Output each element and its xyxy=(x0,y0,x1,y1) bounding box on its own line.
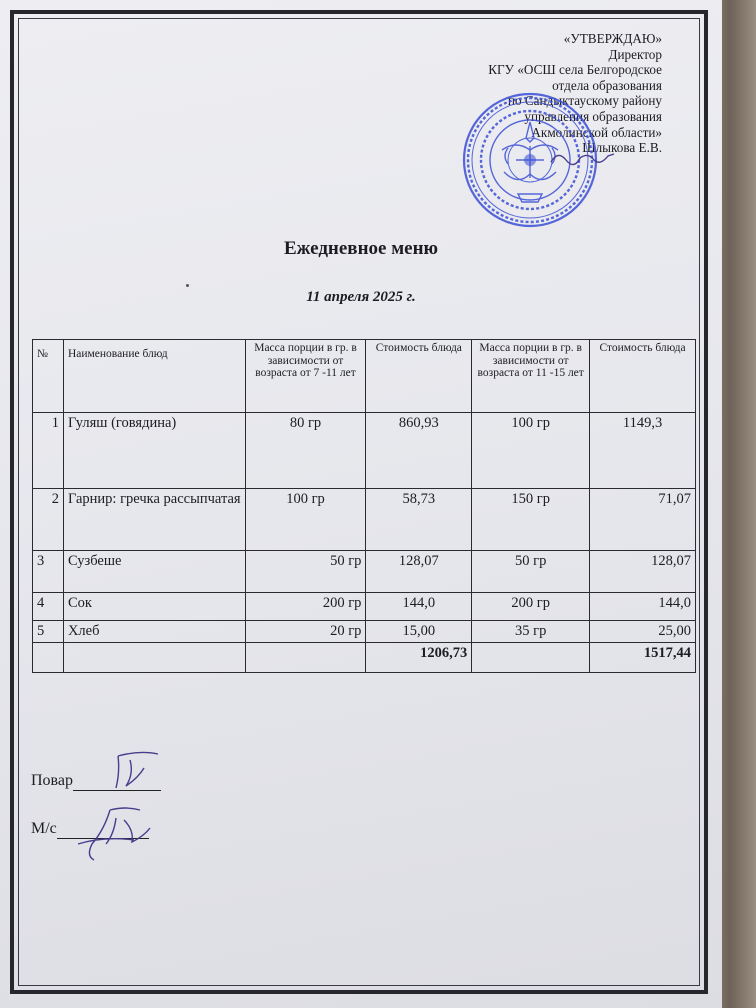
cost-11-15: 71,07 xyxy=(590,489,696,551)
dish-name: Сок xyxy=(63,593,245,621)
approval-line: КГУ «ОСШ села Белгородское xyxy=(488,62,662,78)
mass-7-11: 100 гр xyxy=(245,489,366,551)
cost-11-15: 1149,3 xyxy=(590,413,696,489)
menu-table xyxy=(32,339,696,673)
approval-line: отдела образования xyxy=(552,77,662,93)
total-empty-cell xyxy=(33,643,64,673)
nurse-label: М/с xyxy=(31,820,57,837)
table-row xyxy=(33,551,696,593)
table-row xyxy=(33,413,696,489)
row-number: 1 xyxy=(33,413,64,489)
dish-name: Гарнир: гречка рассыпчатая xyxy=(63,489,245,551)
approval-line: по Сандыктаускому району xyxy=(507,93,662,109)
cost-7-11: 128,07 xyxy=(366,551,472,593)
mass-11-15: 150 гр xyxy=(472,489,590,551)
paper-mark xyxy=(186,284,189,287)
row-number: 5 xyxy=(33,621,64,643)
approval-line: Шлыкова Е.В. xyxy=(582,140,662,156)
mass-7-11: 200 гр xyxy=(245,593,366,621)
header-mass-7-11: Масса порции в гр. в зависимости от возраста от 7 -11 лет xyxy=(245,340,366,413)
approval-line: Директор xyxy=(608,46,662,62)
cost-11-15: 144,0 xyxy=(590,593,696,621)
nurse-signature xyxy=(74,800,158,866)
total-empty-cell xyxy=(63,643,245,673)
total-empty-cell xyxy=(472,643,590,673)
mass-11-15: 200 гр xyxy=(472,593,590,621)
dish-name: Хлеб xyxy=(63,621,245,643)
page-title: Ежедневное меню xyxy=(283,238,439,259)
mass-11-15: 100 гр xyxy=(472,413,590,489)
cost-11-15: 25,00 xyxy=(590,621,696,643)
row-number: 2 xyxy=(33,489,64,551)
header-dish-name: Наименование блюд xyxy=(63,340,245,413)
cost-7-11: 860,93 xyxy=(366,413,472,489)
cook-signature xyxy=(100,748,166,794)
dish-name: Сузбеше xyxy=(63,551,245,593)
mass-7-11: 80 гр xyxy=(245,413,366,489)
header-mass-11-15: Масса порции в гр. в зависимости от возраста от 11 -15 лет xyxy=(472,340,590,413)
cost-7-11: 58,73 xyxy=(366,489,472,551)
row-number: 3 xyxy=(33,551,64,593)
mass-7-11: 50 гр xyxy=(245,551,366,593)
approval-line: управления образования xyxy=(524,108,662,124)
cook-label: Повар xyxy=(31,772,73,789)
table-row xyxy=(33,621,696,643)
table-total-row xyxy=(33,643,696,673)
header-number: № xyxy=(33,340,64,413)
total-empty-cell xyxy=(245,643,366,673)
total-cost-7-11: 1206,73 xyxy=(366,643,472,673)
menu-date: 11 апреля 2025 г. xyxy=(306,289,416,305)
approval-line: Акмолинской области» xyxy=(531,124,662,140)
total-cost-11-15: 1517,44 xyxy=(590,643,696,673)
table-row xyxy=(33,489,696,551)
cost-11-15: 128,07 xyxy=(590,551,696,593)
row-number: 4 xyxy=(33,593,64,621)
mass-11-15: 50 гр xyxy=(472,551,590,593)
header-cost-7-11: Стоимость блюда xyxy=(366,340,472,413)
approval-line: «УТВЕРЖДАЮ» xyxy=(563,31,662,46)
mass-7-11: 20 гр xyxy=(245,621,366,643)
header-cost-11-15: Стоимость блюда xyxy=(590,340,696,413)
dish-name: Гуляш (говядина) xyxy=(63,413,245,489)
director-signature xyxy=(548,146,618,172)
table-row xyxy=(33,593,696,621)
table-header-row xyxy=(33,340,696,413)
cost-7-11: 15,00 xyxy=(366,621,472,643)
cost-7-11: 144,0 xyxy=(366,593,472,621)
mass-11-15: 35 гр xyxy=(472,621,590,643)
